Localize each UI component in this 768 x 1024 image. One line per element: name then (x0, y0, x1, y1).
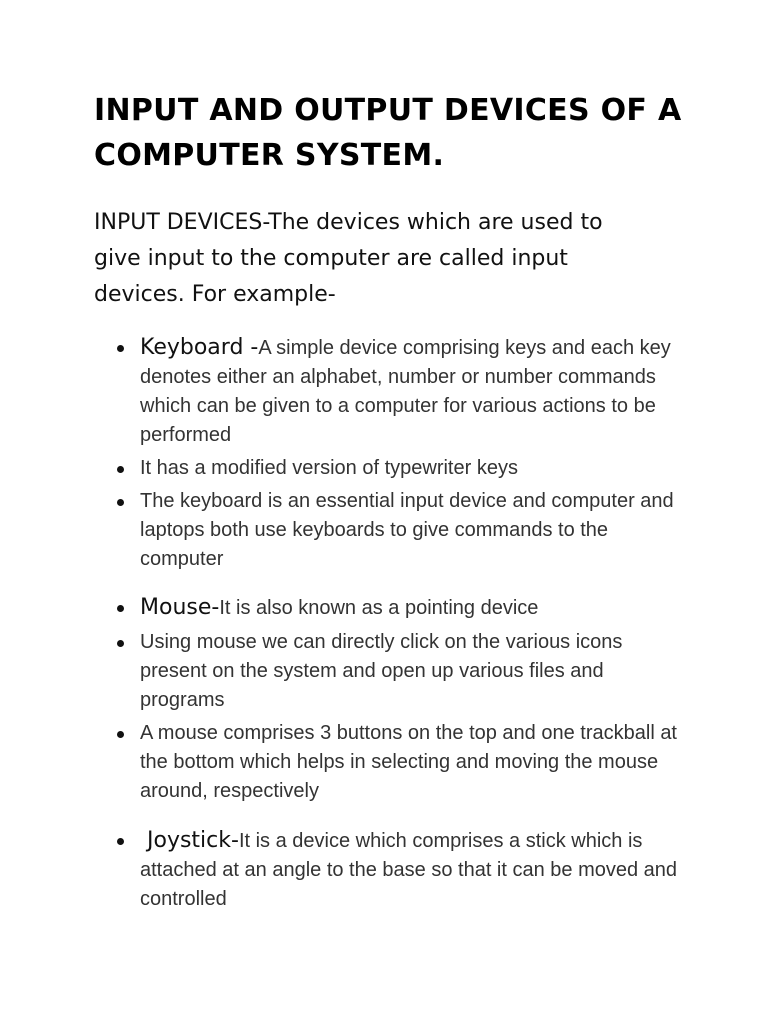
bullet-text: A mouse comprises 3 buttons on the top and one trackball at the bottom which helps in selecting and moving the mouse around, respectively (140, 722, 677, 802)
term-keyboard: Keyboard - (140, 335, 259, 360)
bullet-text: It is also known as a pointing device (219, 597, 539, 619)
bullet-dot (117, 731, 124, 738)
intro-paragraph: INPUT DEVICES-The devices which are used to give input to the computer are called input devices. For example- (94, 210, 603, 307)
bullet-dot (117, 640, 124, 647)
list-item-mouse (140, 593, 685, 623)
document-title: INPUT AND OUTPUT DEVICES OF A COMPUTER SYSTEM. (94, 93, 682, 173)
list-item (140, 487, 685, 574)
list-item-joystick (140, 826, 685, 914)
list-item (140, 719, 685, 806)
bullet-dot (117, 345, 124, 352)
term-mouse: Mouse- (140, 595, 220, 620)
list-item (140, 628, 685, 715)
bullet-dot (117, 466, 124, 473)
bullet-text: It is a device which comprises a stick which is attached at an angle to the base so that it can be moved and controlled (140, 830, 678, 910)
bullet-text: Using mouse we can directly click on the various icons present on the system and open up various files and programs (140, 631, 623, 711)
list-item-keyboard (140, 333, 685, 450)
bullet-dot (117, 838, 124, 845)
bullet-text: The keyboard is an essential input device and computer and laptops both use keyboards to give commands to the computer (140, 490, 674, 570)
bullet-text: It has a modified version of typewriter keys (140, 457, 518, 479)
bullet-dot (117, 499, 124, 506)
term-joystick: Joystick- (140, 828, 239, 853)
bullet-text: A simple device comprising keys and each key denotes either an alphabet, number or number commands which can be given to a computer for various actions to be performed (140, 337, 671, 446)
list-item (140, 454, 685, 483)
bullet-dot (117, 605, 124, 612)
